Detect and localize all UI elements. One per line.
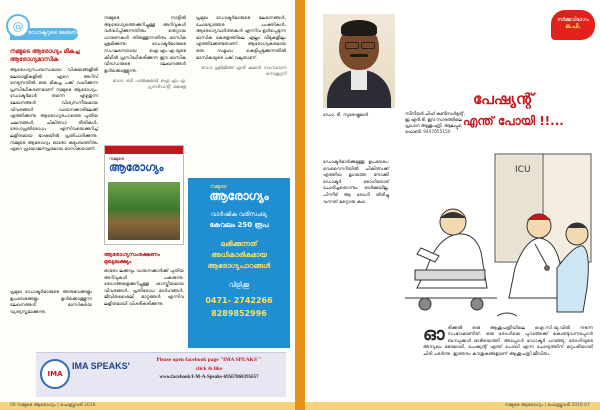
column-3-signature: ഡോ. ശ്രീജിത്ത് എൻ. കുമാർ, സംസ്ഥാന സെക്രട്ടറി (201, 66, 286, 78)
magazine-cover-title: ആരോഗ്യം (109, 161, 164, 174)
ad-line-1: വാർഷിക വരിസംഖ്യ (210, 211, 268, 218)
body-left-column: ഡോക്ടർമാർക്കുമുള്ള ഉപദേശം: വെറൈനറിയിൽ ചികിത്സക്ക് എത്തിയ മൃഗത്തെ നോക്കി ഡോക്ടർ രോഗിയോട് ചോദിച്ചതൊന്നും ഓർമ്മയില്ല. പിന്നീട് ആ രോഗി തിരിച്ചു വന്നത് മറ്റൊരു കഥ. (323, 160, 389, 205)
right-footer-text: നമ്മുടെ ആരോഗ്യം | ഫെബ്രുവരി 2018 07 (504, 403, 590, 408)
ad-phone-2: 8289852996 (211, 309, 267, 318)
ad-line-2: കേവലം 250 രൂപ (209, 221, 269, 229)
fb-line-3[interactable]: www.facebook/I-M-A-Speaks-69567860395657 (159, 375, 259, 380)
ad-line-5: ആരോഗ്യപാഠങ്ങൾ (207, 262, 271, 270)
ad-line-4: അധികാരികമായ (211, 251, 267, 259)
column-3-text: പ്രമുഖ ഡോക്ടർമാരുടെ ലേഖനങ്ങൾ, ചോദ്യോത്തര പംക്തികൾ, ആരോഗ്യവാർത്തകൾ എന്നിവ ഉൾപ്പെടുന്ന മാസിക കേരളത്തിലെ എല്ലാ വീടുകളിലും എത്തിക്കേണ്ടതാണ്. ആരോഗ്യകരമായ ഒരു സമൂഹം കെട്ടിപ്പടുക്കുന്നതിൽ മാസികയുടെ പങ്ക് വലുതാണ്. (196, 16, 286, 61)
magazine-cover (104, 145, 184, 245)
left-page (0, 0, 295, 410)
cartoon-icu-label: ICU (515, 165, 531, 175)
op-badge-line1: നർമ്മവിഭാഗം (557, 17, 589, 23)
left-footer-text: 06 നമ്മുടെ ആരോഗ്യം | ഫെബ്രുവരി 2018 (10, 403, 96, 408)
column-2-signature: ഡോ. ബി. പത്മകുമാർ, ഐ.എം.എ. പ്രസിഡന്റ്, കേരള (112, 79, 186, 91)
body-right-text: രിക്കൽ ഒരു ആശുപത്രിയിലെ ഐ.സി.യു.വിൽ നടന്ന സംഭവമാണിത്. ഒരു രോഗിയെ പുറത്തേക്ക് കൊണ്ടുവന്നപ്പോൾ ബന്ധുക്കൾ ഓടിയെത്തി. അപ്പോൾ ഡോക്ടർ പറഞ്ഞു: രോഗിയുടെ അസുഖം ഭേദമായി, പേഷ്യന്റ് എന്ത് പോയി എന്ന ചോദ്യത്തിന് മറുപടിയായി ചിരി പടർന്നു. ഇത്തരം കൗതുകങ്ങളാണ് ആശുപത്രി ജീവിതം. (423, 326, 593, 357)
drop-cap: ഓ (423, 324, 445, 345)
mail-icon: @ (6, 14, 30, 38)
ima-speaks-label: IMA SPEAKS' (72, 361, 130, 371)
article-title: നമ്മുടെ ആരോഗ്യം മികച്ച ആരോഗ്യമാസിക (10, 48, 80, 63)
column-1-text: ആരോഗ്യസംബന്ധമായ വിഷയങ്ങളിൽ മലയാളികളിൽ ഏറെ അറിവ് നേടുന്നതിൽ ഒരു മികച്ച പങ്ക് വഹിക്കുന്ന പ്രസിദ്ധീകരണമാണ് നമ്മുടെ ആരോഗ്യം. ഡോക്ടർമാർ തന്നെ എഴുതുന്ന ലേഖനങ്ങൾ വിശ്വസനീയമായ വിവരങ്ങൾ വായനക്കാരിലേക്ക് എത്തിക്കുന്നു. ആരോഗ്യരംഗത്തെ പുതിയ ചലനങ്ങൾ, ചികിത്സാ രീതികൾ, രോഗപ്രതിരോധം എന്നിവയെക്കുറിച്ച് ലളിതമായ ഭാഷയിൽ പ്രതിപാദിക്കുന്നു. നമ്മുടെ ആരോഗ്യം ഓരോ കുടുംബത്തിനും ഏറെ പ്രയോജനപ്രദമായ മാസികയാണ്. (10, 68, 98, 153)
op-badge-line2: ഒ.പി. (565, 23, 581, 30)
ad-call-label: വിളിക്കൂ (228, 281, 250, 289)
subscription-ad (188, 178, 290, 348)
headline-line-2: എന്ത് പോയി !!... (463, 114, 564, 128)
magazine-cover-photo (108, 182, 180, 240)
section-tag-label: ഡോക്ടറുടെ ലേഖനങ്ങൾ (28, 30, 90, 36)
bottom-column-2-text: ഓരോ ലക്കവും വായനക്കാർക്ക് പുതിയ അറിവുകൾ പകരുന്നു. രോഗങ്ങളെക്കുറിച്ചുള്ള ശാസ്ത്രീയമായ വിവരങ്ങൾ, പ്രതിരോധ മാർഗങ്ങൾ, ജീവിതശൈലി മാറ്റങ്ങൾ എന്നിവ ലളിതമായി വിശദീകരിക്കുന്നു. (104, 269, 184, 307)
column-2 (104, 16, 186, 91)
right-page (305, 0, 600, 410)
column-2-text: നമ്മുടെ നാട്ടിൽ ആരോഗ്യത്തെക്കുറിച്ചുള്ള അറിവുകൾ വർദ്ധിപ്പിക്കുന്നതിനും തെറ്റായ ധാരണകൾ തിരുത്തുന്നതിനും മാസിക ശ്രമിക്കുന്നു. ഡോക്ടർമാരുടെ സംഘടനയായ ഐ.എം.എ.യുടെ കീഴിൽ പ്രസിദ്ധീകരിക്കുന്ന ഈ മാസിക വിദഗ്ധരുടെ ലേഖനങ്ങൾ ഉൾക്കൊള്ളുന്നു. (104, 16, 186, 74)
ima-logo-icon: IMA (40, 359, 70, 389)
headline-line-1: പേഷ്യന്റ് (473, 90, 534, 108)
left-footer (0, 398, 295, 410)
bottom-column-1-text: പ്രമുഖ ഡോക്ടർമാരുടെ അനുഭവങ്ങളും ഉപദേശങ്ങളും ഉൾക്കൊള്ളുന്ന ലേഖനങ്ങൾ മാസികയെ വ്യത്യസ്തമാക്കുന്നു. (10, 290, 92, 315)
ad-title: ആരോഗ്യം (209, 189, 269, 203)
spine (295, 0, 305, 410)
author-photo (323, 14, 395, 108)
author-bio: സീനിയർ ചീഫ് കൺസൾട്ടന്റ്, ഇ.എൻ.ടി, ഈ നഗരത്തിലെ പ്രധാന ആശുപത്രി, ആലപ്പുഴ, ഫോൺ: 9447055150 (405, 112, 465, 135)
magazine-cover-small-title: നമ്മുടെ (109, 157, 124, 162)
cartoon-drawing (397, 148, 593, 324)
op-badge (551, 10, 595, 40)
right-footer (305, 398, 600, 410)
author-name: ഡോ. ടി. സുരേഷ്കുമാർ (323, 113, 369, 118)
column-1 (10, 48, 98, 154)
bottom-column-1b (10, 290, 92, 316)
ad-title-small: നമ്മുടെ (210, 184, 227, 190)
column-3 (196, 16, 286, 78)
ima-speaks-banner (36, 352, 286, 397)
body-right (423, 326, 593, 358)
bottom-column-2 (104, 252, 184, 309)
ad-line-3: ലഭിക്കുന്നത് (220, 240, 258, 248)
bottom-column-title: ആരോഗ്യസംരക്ഷണം മുഖ്യലക്ഷ്യം (104, 252, 160, 265)
ad-phone-1: 0471- 2742266 (205, 296, 273, 305)
fb-line-1: Please open facebook page "IMA SPEAKS'" (156, 357, 262, 363)
fb-line-2: click & like (195, 366, 223, 372)
cartoon (397, 148, 593, 324)
